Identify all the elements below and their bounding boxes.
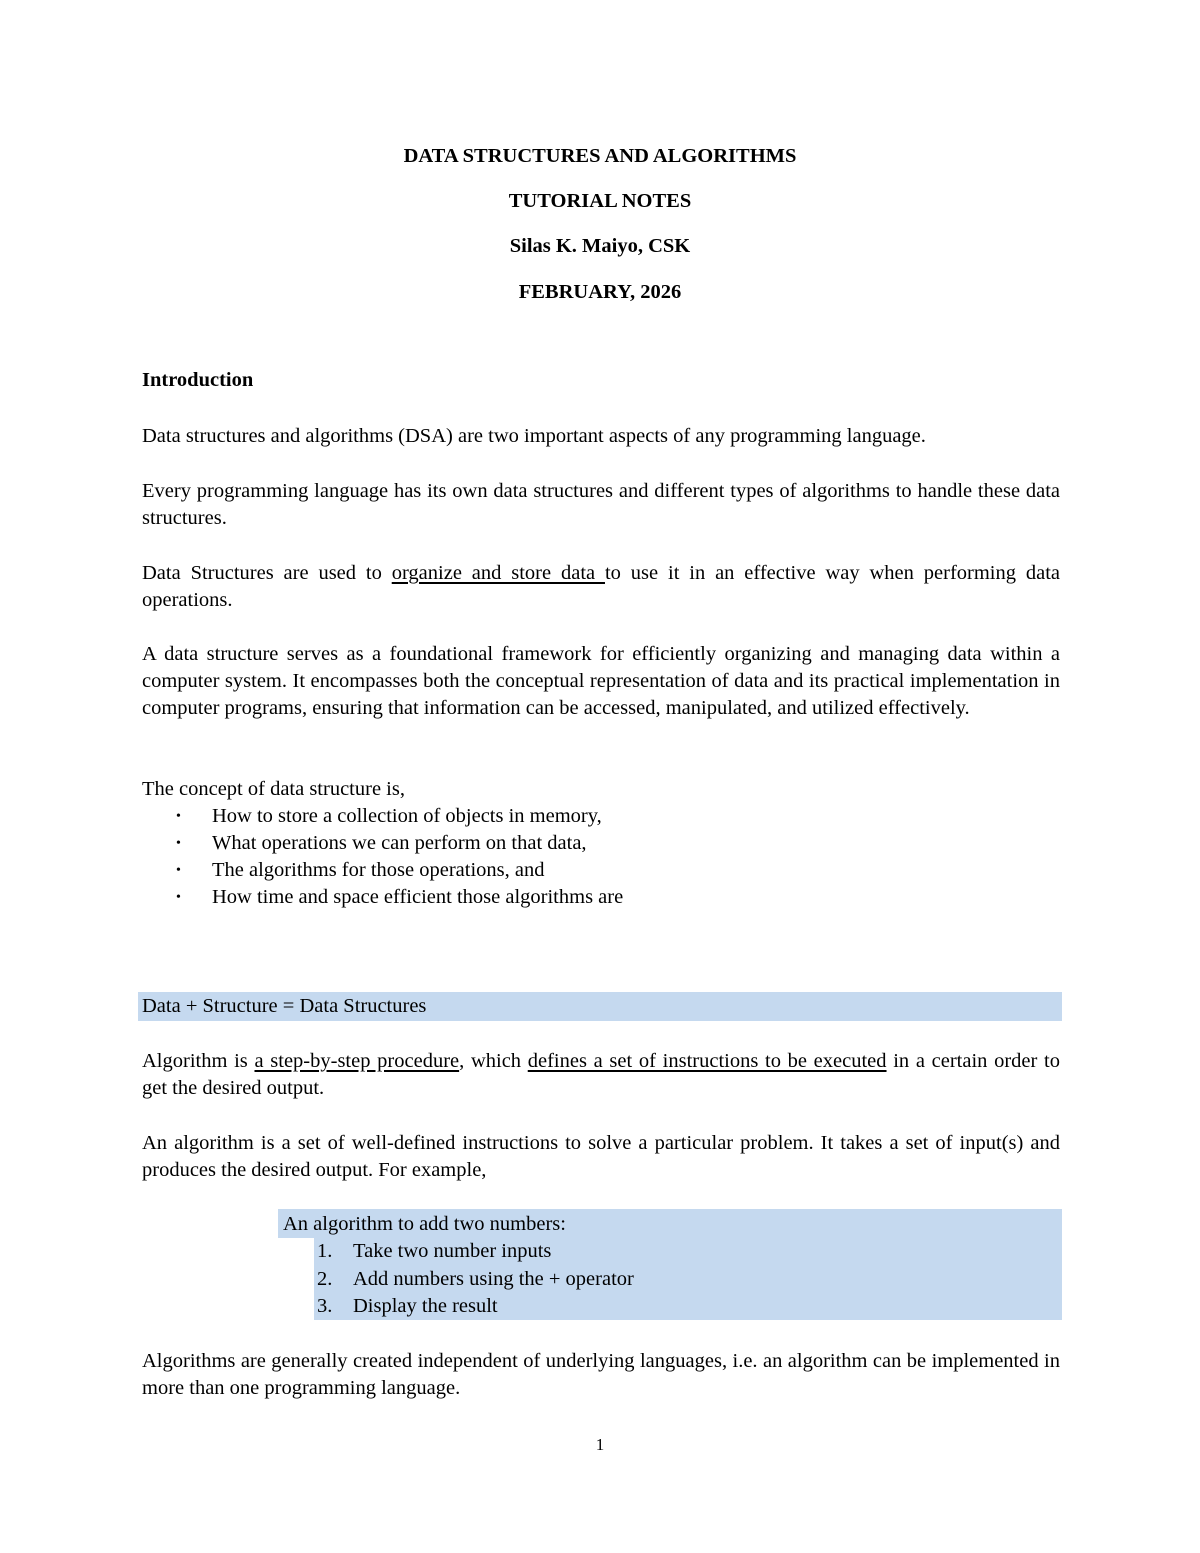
p3-text-after: to use it in an effective way when performing data operations. [142, 562, 1060, 611]
algorithm-paragraph-1 [142, 1048, 1060, 1102]
bullet-icon: • [176, 809, 181, 824]
step-text: Display the result [353, 1295, 498, 1317]
step-number: 3. [317, 1295, 333, 1317]
example-steps-list [314, 1238, 634, 1321]
list-item-text: How time and space efficient those algorithms are [212, 886, 624, 908]
p3-text-before: Data Structures are used to [142, 562, 392, 584]
list-item [314, 1266, 634, 1294]
list-item-text: How to store a collection of objects in memory, [212, 805, 602, 827]
document-subtitle: TUTORIAL NOTES [508, 190, 692, 212]
document-author: Silas K. Maiyo, CSK [509, 235, 691, 257]
example-title: An algorithm to add two numbers: [283, 1213, 566, 1235]
intro-paragraph-4: A data structure serves as a foundational framework for efficiently organizing and managing data within a computer system. It encompasses both the conceptual representation of data and its practical implementation in computer programs, ensuring that information can be accessed, manipulated, and utilized effectively. [142, 643, 1060, 719]
document-date: FEBRUARY, 2026 [518, 281, 682, 303]
bullet-icon: • [176, 863, 181, 878]
list-item [142, 803, 623, 830]
algo-p1-underlined-2: defines a set of instructions to be executed [527, 1050, 887, 1072]
list-item [142, 830, 623, 857]
algorithm-paragraph-3: Algorithms are generally created independent of underlying languages, i.e. an algorithm can be implemented in more than one programming language. [142, 1350, 1060, 1399]
list-item [142, 884, 623, 911]
intro-paragraph-2: Every programming language has its own data structures and different types of algorithms to handle these data structures. [142, 480, 1060, 529]
document-title: DATA STRUCTURES AND ALGORITHMS [403, 145, 797, 167]
intro-paragraph-3 [142, 560, 1060, 614]
list-item [314, 1293, 634, 1321]
algo-p1-underlined-1: a step-by-step procedure [254, 1050, 460, 1072]
algo-p1-text-a: Algorithm is [142, 1050, 255, 1072]
definition-highlight-text: Data + Structure = Data Structures [142, 995, 427, 1017]
bullet-icon: • [176, 890, 181, 905]
list-item [142, 857, 623, 884]
list-item-text: The algorithms for those operations, and [212, 859, 545, 881]
p3-underlined-text: organize and store data [391, 562, 605, 584]
step-text: Take two number inputs [353, 1240, 552, 1262]
algo-p1-text-c: in a certain order to get the desired output. [142, 1050, 1060, 1099]
page-number: 1 [595, 1435, 605, 1454]
step-text: Add numbers using the + operator [353, 1267, 634, 1290]
algorithm-paragraph-2: An algorithm is a set of well-defined instructions to solve a particular problem. It takes a set of input(s) and produces the desired output. For example, [142, 1132, 1060, 1181]
concept-bullet-list [142, 803, 623, 911]
list-item [314, 1238, 634, 1266]
list-item-text: What operations we can perform on that data, [212, 832, 587, 854]
step-number: 1. [317, 1240, 333, 1262]
algo-p1-text-b: , which [459, 1050, 528, 1072]
intro-paragraph-1: Data structures and algorithms (DSA) are two important aspects of any programming language. [142, 425, 926, 447]
step-number: 2. [317, 1267, 333, 1290]
section-heading-introduction: Introduction [142, 369, 254, 391]
intro-paragraph-5: The concept of data structure is, [142, 778, 405, 800]
bullet-icon: • [176, 836, 181, 851]
